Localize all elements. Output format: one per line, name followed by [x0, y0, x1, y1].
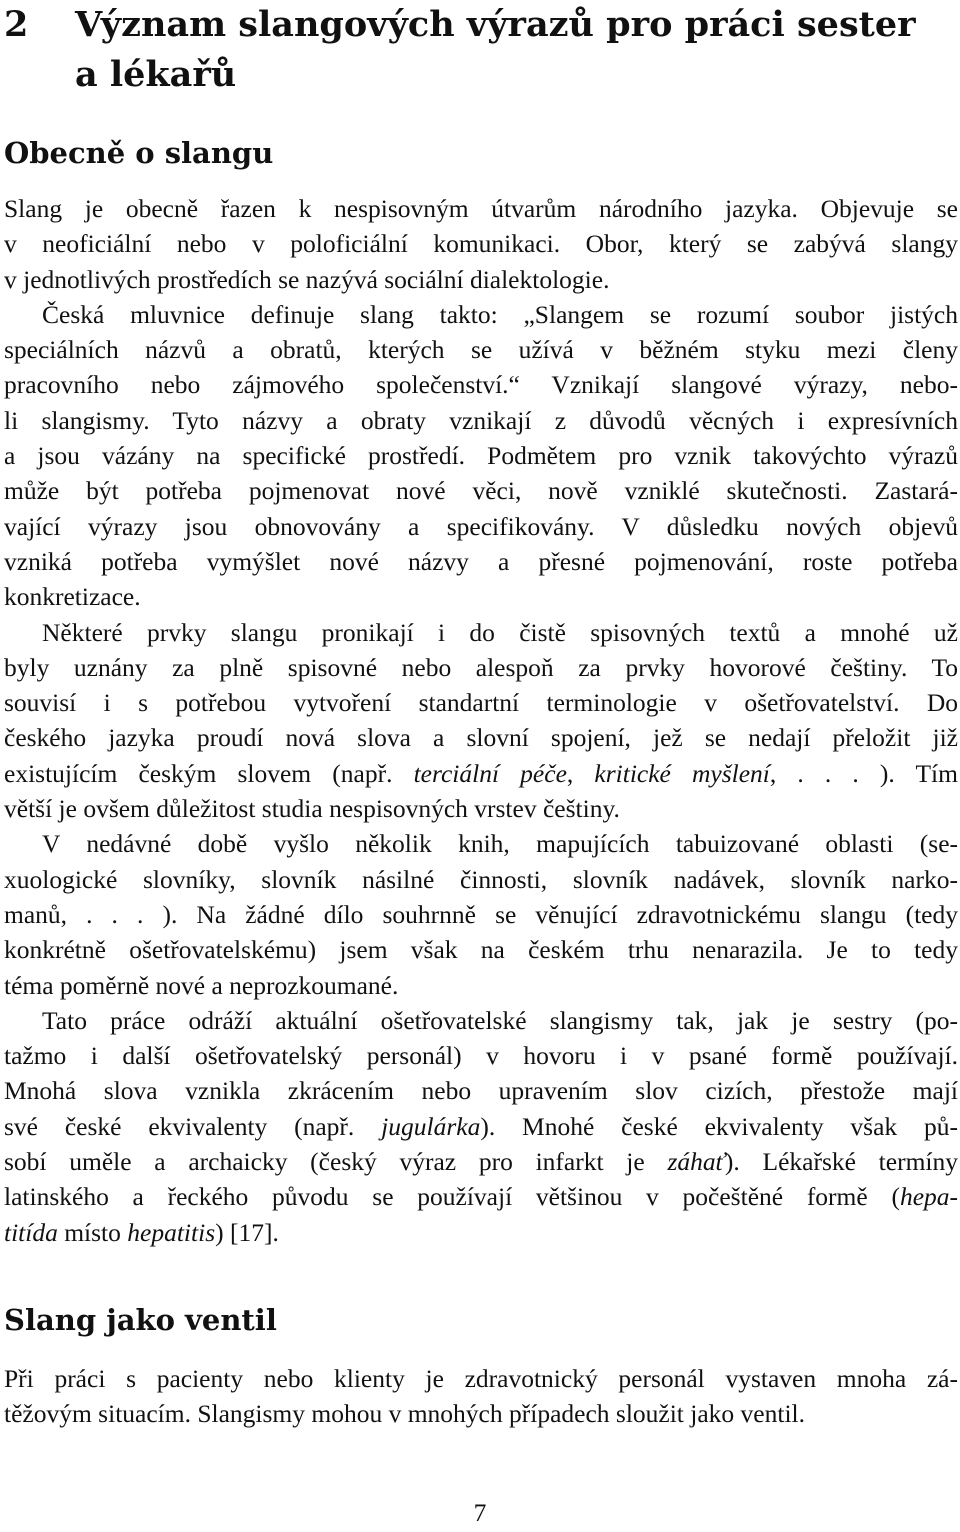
text-line: konkrétně ošetřovatelskému) jsem však na českém trhu nenarazila. Je to tedy [4, 935, 958, 965]
text-line: vající výrazy jsou obnovovány a specifikovány. V důsledku nových objevů [4, 511, 958, 541]
text-line: byly uznány za plně spisovné nebo alespoň za prvky hovorové češtiny. To [4, 652, 958, 682]
text-line: vzniká potřeba vymýšlet nové názvy a přesné pojmenování, roste potřeba [4, 546, 958, 576]
italic-term: kritické myšlení [594, 758, 770, 788]
text-line: Mnohá slova vznikla zkrácením nebo upravením slov cizích, přestože mají [4, 1076, 958, 1106]
italic-term: hepa- [899, 1182, 958, 1212]
text-line: své české ekvivalenty (např. jugulárka). Mnohé české ekvivalenty však pů- [4, 1111, 958, 1141]
text-line: Při práci s pacienty nebo klienty je zdravotnický personál vystaven mnoha zá- [4, 1364, 958, 1393]
page-number: 7 [473, 1498, 487, 1527]
text-line: Tato práce odráží aktuální ošetřovatelské slangismy tak, jak je sestry (po- [42, 1005, 958, 1035]
text-line: v jednotlivých prostředích se nazývá sociální dialektologie. [4, 264, 610, 294]
text-line: Česká mluvnice definuje slang takto: „Slangem se rozumí soubor jistých [42, 299, 958, 329]
text-line: Slang je obecně řazen k nespisovným útvarům národního jazyka. Objevuje se [4, 194, 958, 223]
text-line: českého jazyka proudí nová slova a slovní spojení, jež se nedají přeložit již [4, 723, 958, 753]
text-line: V nedávné době vyšlo několik knih, mapujících tabuizované oblasti (se- [42, 829, 958, 859]
chapter-title: Význam slangových výrazů pro práci sester a lékařů [75, 4, 916, 95]
text-line: speciálních názvů a obratů, kterých se užívá v běžném styku mezi členy [4, 335, 958, 365]
text-line: existujícím českým slovem (např. terciální péče, kritické myšlení, . . . ). Tím [4, 758, 958, 788]
section-heading-obecne-o-slangu: Obecně o slangu [4, 136, 274, 170]
text-line: větší je ovšem důležitost studia nespisovných vrstev češtiny. [4, 794, 620, 824]
text-line: těžovým situacím. Slangismy mohou v mnohých případech sloužit jako ventil. [4, 1399, 805, 1429]
text-line: latinského a řeckého původu se používají většinou v počeštěné formě (hepa- [4, 1182, 958, 1212]
text-line: může být potřeba pojmenovat nové věci, nově vzniklé skutečnosti. Zastará- [4, 476, 958, 506]
text-line: titída místo hepatitis) [17]. [4, 1217, 279, 1247]
italic-term: záhať [667, 1147, 725, 1177]
text-line: a jsou vázány na specifické prostředí. Podmětem pro vznik takovýchto výrazů [4, 441, 958, 471]
text-line: tažmo i další ošetřovatelský personál) v hovoru i v psané formě používají. [4, 1041, 958, 1071]
italic-term: hepatitis [127, 1217, 216, 1247]
chapter-number: 2 [4, 4, 29, 45]
text-line: li slangismy. Tyto názvy a obraty vznikají z důvodů věcných i expresívních [4, 405, 958, 435]
section-heading-slang-jako-ventil: Slang jako ventil [4, 1303, 277, 1337]
section-body-obecne-o-slangu [4, 191, 958, 1250]
text-line: sobí uměle a archaicky (český výraz pro infarkt je záhať). Lékařské termíny [4, 1147, 958, 1177]
text-line: Některé prvky slangu pronikají i do čistě spisovných textů a mnohé už [42, 617, 958, 647]
section-body-slang-jako-ventil [4, 1361, 958, 1432]
text-line: konkretizace. [4, 582, 141, 612]
text-line: souvisí i s potřebou vytvoření standartní terminologie v ošetřovatelství. Do [4, 688, 958, 718]
text-line: téma poměrně nové a neprozkoumané. [4, 970, 399, 1000]
italic-term: terciální péče [413, 758, 567, 788]
italic-term: jugulárka [381, 1111, 481, 1141]
italic-term: titída [4, 1217, 58, 1247]
text-line: xuologické slovníky, slovník násilné činnosti, slovník nadávek, slovník narko- [4, 864, 958, 894]
text-line: manů, . . . ). Na žádné dílo souhrnně se věnující zdravotnickému slangu (tedy [4, 899, 958, 929]
text-line: v neoficiální nebo v poloficiální komunikaci. Obor, který se zabývá slangy [4, 229, 958, 259]
text-line: pracovního nebo zájmového společenství.“ Vznikají slangové výrazy, nebo- [4, 370, 958, 400]
